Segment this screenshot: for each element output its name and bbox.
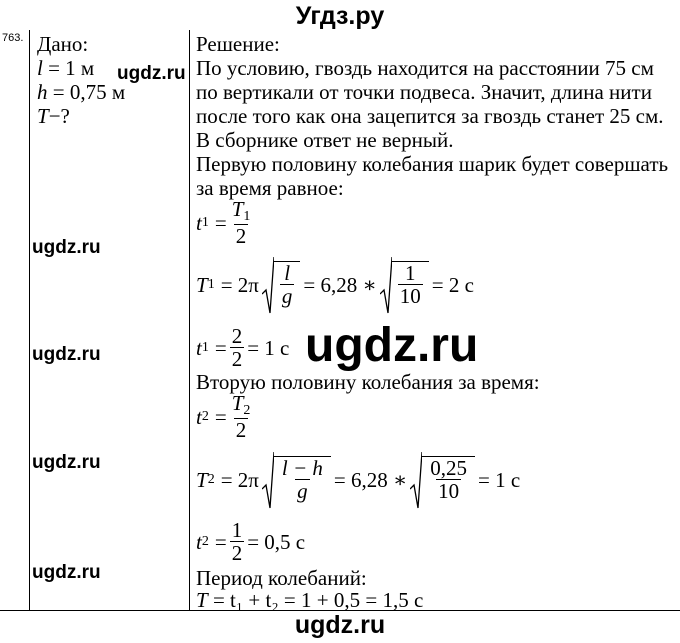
solution-line: Первую половину колебания шарик будет совершать: [196, 152, 669, 176]
solution-line: По условию, гвоздь находится на расстоянии 75 см: [196, 56, 654, 80]
site-title: Угдз.ру: [295, 2, 385, 30]
sqrt-sign: $\frac{1}{10}$: [380, 256, 429, 314]
given-h: h = 0,75 м: [37, 80, 126, 104]
sqrt-sign: $\frac{0,25}{10}$: [410, 451, 475, 509]
solution-line: В сборнике ответ не верный.: [196, 128, 454, 152]
given-l: l = 1 м: [37, 56, 95, 80]
watermark: ugdz.ru: [32, 562, 101, 583]
task-number: 763.: [2, 32, 24, 44]
given-header: Дано:: [37, 32, 89, 56]
given-h-value: = 0,75 м: [52, 80, 126, 104]
sqrt-sign: $\frac{l}{g}$: [262, 256, 301, 314]
given-T: T−?: [37, 104, 70, 128]
column-divider-line: [189, 30, 190, 611]
watermark: ugdz.ru: [32, 452, 101, 473]
watermark: ugdz.ru: [117, 63, 186, 84]
watermark: ugdz.ru: [32, 237, 101, 258]
formula-T2: T 2 = 2π $\frac{l - h}{g}$ = 6,28 ∗ $\frac{0,25}{10}$ = 1 с: [196, 451, 520, 509]
site-footer-title: ugdz.ru: [294, 611, 386, 639]
solution-second-half: Вторую половину колебания за время:: [196, 370, 540, 394]
watermark-large: ugdz.ru: [305, 319, 479, 372]
solution-line: после того как она зацепится за гвоздь станет 25 см.: [196, 104, 664, 128]
solution-line: за время равное:: [196, 176, 344, 200]
formula-t2: t 2 = $\frac{T_2}{2}$: [196, 390, 251, 443]
solution-line: по вертикали от точки подвеса. Значит, длина нити: [196, 80, 652, 104]
given-l-value: = 1 м: [48, 56, 95, 80]
formula-t1-value: t 1 = $\frac{2}{2}$ = 1 с: [196, 323, 290, 371]
formula-t1: t 1 = $\frac{T_1}{2}$: [196, 196, 251, 249]
left-border-line: [29, 30, 30, 611]
solution-header: Решение:: [196, 32, 280, 56]
given-T-value: −?: [48, 104, 70, 128]
solution-period-label: Период колебаний:: [196, 566, 367, 590]
sqrt-sign: $\frac{l - h}{g}$: [262, 451, 331, 509]
formula-t2-value: t 2 = $\frac{1}{2}$ = 0,5 с: [196, 517, 306, 565]
watermark: ugdz.ru: [32, 344, 101, 365]
formula-period: T = t₁ + t₂ = 1 + 0,5 = 1,5 с: [196, 588, 424, 612]
fraction: $\frac{T_1}{2}$: [231, 196, 251, 249]
formula-T1: T 1 = 2π $\frac{l}{g}$ = 6,28 ∗ $\frac{1}{10}$ = 2 с: [196, 256, 474, 314]
